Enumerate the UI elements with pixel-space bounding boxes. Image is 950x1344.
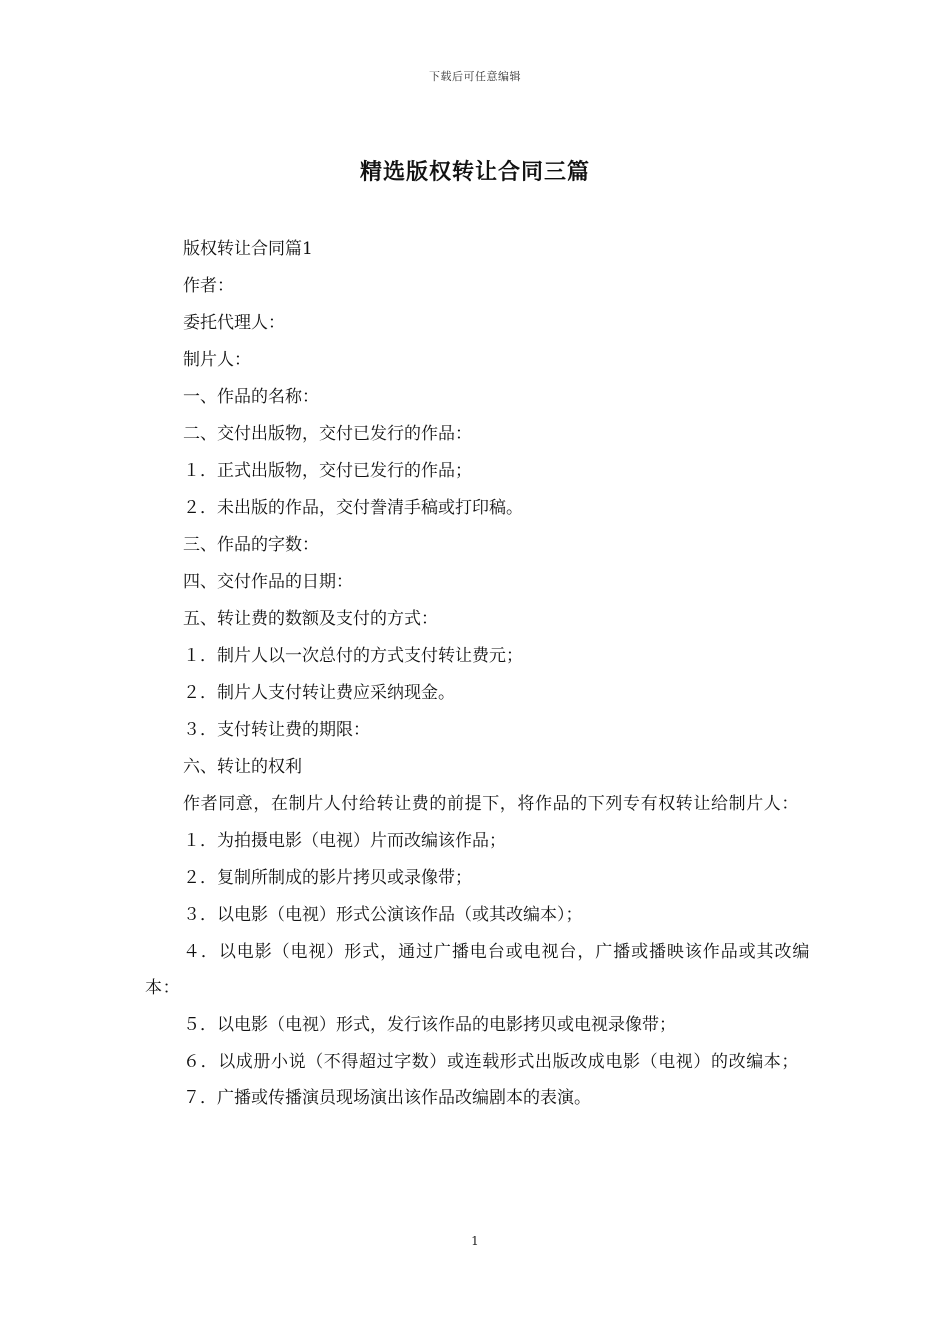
producer-field: 制片人： xyxy=(183,350,251,370)
clause-5-item-1: １．制片人以一次总付的方式支付转让费元； xyxy=(183,646,523,666)
clause-6: 六、转让的权利 xyxy=(183,757,302,777)
document-title: 精选版权转让合同三篇 xyxy=(359,160,590,185)
clause-5-item-3: ３．支付转让费的期限： xyxy=(183,720,370,740)
clause-1: 一、作品的名称： xyxy=(183,387,319,407)
author-field: 作者： xyxy=(183,276,234,296)
right-item-6: ６．以成册小说（不得超过字数）或连载形式出版改成电影（电视）的改编本； xyxy=(183,1051,799,1072)
section-heading: 版权转让合同篇1 xyxy=(183,239,313,259)
clause-4: 四、交付作品的日期： xyxy=(183,572,353,592)
clause-5-item-2: ２．制片人支付转让费应采纳现金。 xyxy=(183,683,455,703)
header-note: 下载后可任意编辑 xyxy=(429,70,521,83)
page-number: 1 xyxy=(471,1234,479,1248)
clause-3: 三、作品的字数： xyxy=(183,535,319,555)
clause-5: 五、转让费的数额及支付的方式： xyxy=(183,609,438,629)
right-item-2: ２．复制所制成的影片拷贝或录像带； xyxy=(183,867,472,888)
right-item-7: ７．广播或传播演员现场演出该作品改编剧本的表演。 xyxy=(183,1088,591,1108)
agent-field: 委托代理人： xyxy=(183,313,285,333)
right-item-4: ４．以电影（电视）形式，通过广播电台或电视台，广播或播映该作品或其改编本： xyxy=(145,941,810,998)
rights-paragraph: 作者同意，在制片人付给转让费的前提下，将作品的下列专有权转让给制片人： xyxy=(183,794,799,814)
clause-2-item-2: ２．未出版的作品，交付誊清手稿或打印稿。 xyxy=(183,498,523,518)
right-item-1: １．为拍摄电影（电视）片而改编该作品； xyxy=(183,830,506,851)
clause-2: 二、交付出版物，交付已发行的作品： xyxy=(183,424,472,444)
document-body xyxy=(145,231,810,1117)
right-item-3: ３．以电影（电视）形式公演该作品（或其改编本）； xyxy=(183,904,583,925)
right-item-5: ５．以电影（电视）形式，发行该作品的电影拷贝或电视录像带； xyxy=(183,1014,676,1035)
clause-2-item-1: １．正式出版物，交付已发行的作品； xyxy=(183,461,472,481)
